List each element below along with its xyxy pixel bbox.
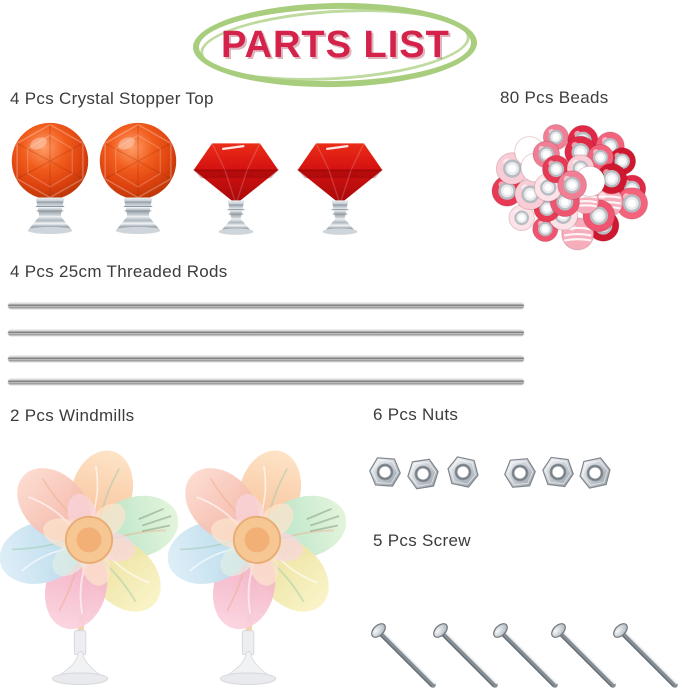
threaded-rod-3 — [8, 356, 524, 362]
crystal-knob-diamond-1 diamond-knob-icon — [190, 136, 282, 239]
hex-nut-5 hex-nut-icon — [539, 453, 577, 491]
hex-nut-3 hex-nut-icon — [443, 452, 483, 492]
hex-nut-1 hex-nut-icon — [367, 454, 403, 490]
beads-label: 80 Pcs Beads — [500, 88, 609, 107]
page-title: PARTS LIST — [220, 23, 450, 66]
hex-nut-2 hex-nut-icon — [404, 455, 443, 494]
threaded-rod-1 — [8, 303, 524, 309]
crystal-stopper-label: 4 Pcs Crystal Stopper Top — [10, 89, 214, 108]
windmill-1 pinwheel-icon — [0, 440, 178, 694]
screw-5 screw-icon — [611, 621, 679, 695]
hex-nut-6 hex-nut-icon — [575, 453, 615, 493]
screws-label: 5 Pcs Screw — [373, 531, 471, 550]
bead — [558, 171, 587, 200]
title-ellipse — [192, 1, 477, 90]
nuts-label: 6 Pcs Nuts — [373, 405, 459, 424]
crystal-knob-diamond-2 diamond-knob-icon — [294, 136, 386, 239]
bead-pile-icon — [468, 106, 676, 264]
crystal-knob-round-1 ball-knob-icon — [10, 119, 90, 237]
windmill-2 pinwheel-icon — [168, 440, 346, 694]
crystal-knob-round-2 ball-knob-icon — [98, 119, 178, 237]
windmills-label: 2 Pcs Windmills — [10, 406, 135, 425]
hex-nut-4 hex-nut-icon — [502, 455, 539, 492]
threaded-rod-4 — [8, 379, 524, 385]
threaded-rod-2 — [8, 330, 524, 336]
threaded-rods-label: 4 Pcs 25cm Threaded Rods — [10, 262, 228, 281]
